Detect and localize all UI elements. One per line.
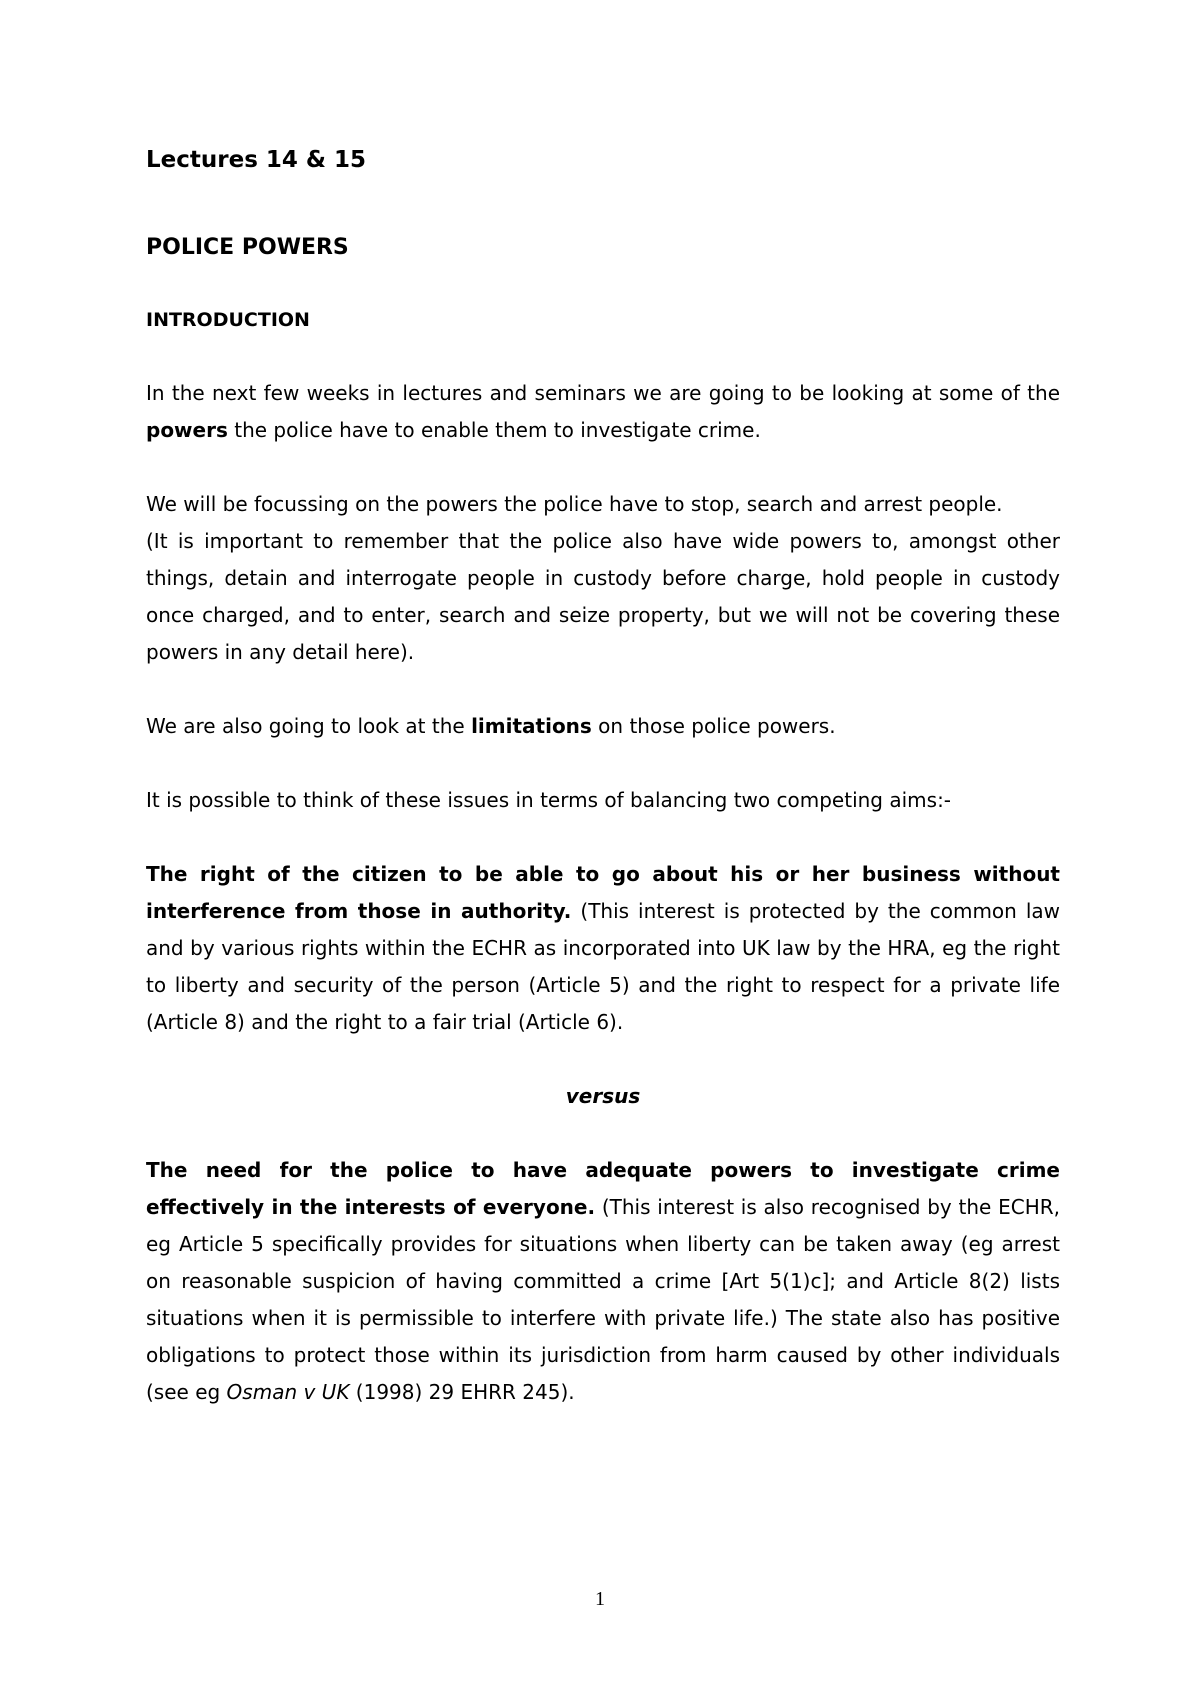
police-powers-statement: The need for the police to have adequate powers to investigate crime effectively in the interests of everyone. (146, 1158, 1060, 1219)
police-powers-paragraph (146, 1152, 1060, 1411)
page-heading: POLICE POWERS (146, 235, 349, 260)
limitations-text-start: We are also going to look at the (146, 714, 472, 738)
citizen-rights-statement: The right of the citizen to be able to go about his or her business without interference from those in authority. (146, 862, 1060, 923)
limitations-text-end: on those police powers. (591, 714, 836, 738)
intro-paragraph (146, 375, 1060, 449)
case-citation: Osman v UK (226, 1380, 350, 1404)
custody-note-paragraph: (It is important to remember that the police also have wide powers to, amongst other things, detain and interrogate people in custody before charge, hold people in custody once charged, and to enter, search and seize property, but we will not be covering these powers in any detail here). (146, 529, 1060, 664)
limitations-emphasis: limitations (471, 714, 592, 738)
intro-text-end: the police have to enable them to investigate crime. (227, 418, 761, 442)
lecture-title: Lectures 14 & 15 (146, 147, 366, 173)
citizen-rights-paragraph (146, 856, 1060, 1041)
case-citation-reference: (1998) 29 EHRR 245). (349, 1380, 575, 1404)
versus-divider (146, 1078, 1060, 1115)
versus-text: versus (565, 1084, 641, 1108)
intro-text-start: In the next few weeks in lectures and seminars we are going to be looking at some of the (146, 381, 1060, 405)
limitations-paragraph (146, 708, 1060, 745)
powers-emphasis: powers (146, 418, 228, 442)
document-body (146, 140, 1060, 1448)
citizen-rights-detail: (This interest is protected by the common law and by various rights within the ECHR as incorporated into UK law by the HRA, eg the right to liberty and security of the person (Article 5) and the right to respect for a private life (Article 8) and the right to a fair trial (Article 6). (146, 899, 1060, 1034)
focus-paragraph: We will be focussing on the powers the police have to stop, search and arrest people. (146, 492, 1003, 516)
page-number: 1 (595, 1588, 605, 1610)
police-powers-detail: (This interest is also recognised by the ECHR, eg Article 5 specifically provides for situations when liberty can be taken away (eg arrest on reasonable suspicion of having committed a crime [Art 5(1)c]; and Article 8(2) lists situations when it is permissible to interfere with private life.) The state also has positive obligations to protect those within its jurisdiction from harm caused by other individuals (see eg (146, 1195, 1061, 1404)
section-heading: INTRODUCTION (146, 309, 310, 331)
competing-aims-paragraph: It is possible to think of these issues in terms of balancing two competing aims:- (146, 788, 952, 812)
